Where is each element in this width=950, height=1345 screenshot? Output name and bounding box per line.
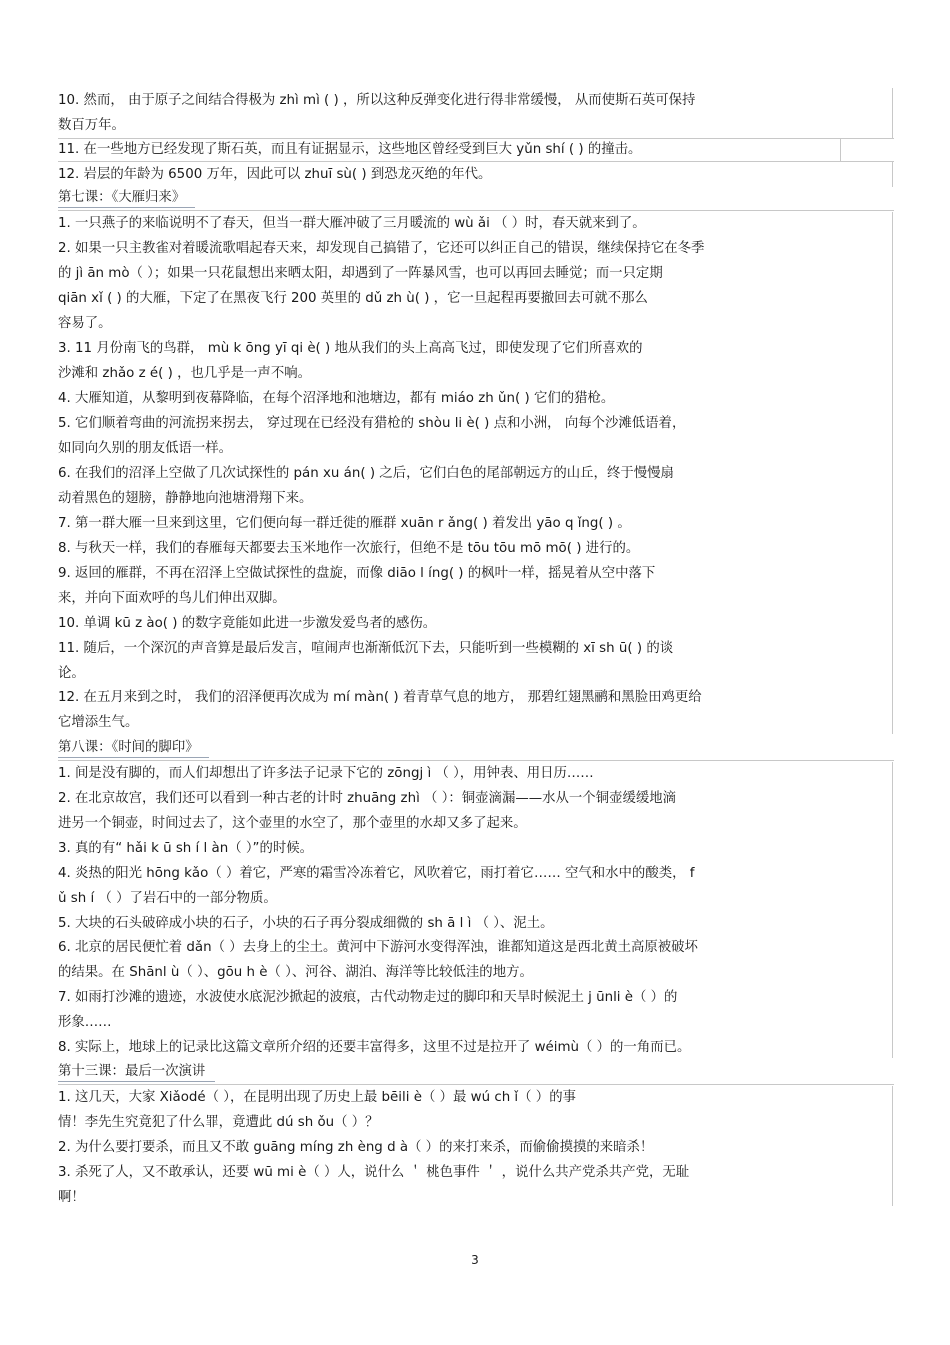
text-line: 7. 第一群大雁一旦来到这里，它们便向每一群迁徙的雁群 xuān r ǎng( ) 着发出 yāo q ǐng( ) 。 bbox=[58, 516, 631, 531]
text-line: 1. 这几天，大家 Xiǎodé（ ），在昆明出现了历史上最 bēili è（ ）最 wú ch ǐ（ ）的事 bbox=[58, 1090, 576, 1105]
text-line: 8. 实际上，地球上的记录比这篇文章所介绍的还要丰富得多，这里不过是拉开了 wéimù（ ）的一角而已。 bbox=[58, 1040, 691, 1055]
text-line: 5. 它们顺着弯曲的河流拐来拐去， 穿过现在已经没有猎枪的 shòu li è( ) 点和小洲， 向每个沙滩低语着， bbox=[58, 416, 686, 431]
text-line: 来，并向下面欢呼的鸟儿们伸出双脚。 bbox=[58, 591, 286, 606]
text-line: ǔ sh í （ ）了岩石中的一部分物质。 bbox=[58, 891, 277, 906]
text-line: 6. 北京的居民便忙着 dǎn（ ）去身上的尘土。黄河中下游河水变得浑浊，谁都知道这是西北黄土高原被破坏 bbox=[58, 940, 698, 955]
page-number: 3 bbox=[471, 1253, 479, 1267]
text-line: 论。 bbox=[58, 666, 85, 681]
text-line: 4. 大雁知道，从黎明到夜幕降临，在每个沼泽地和池塘边，都有 miáo zh ǔn( ) 它们的猎枪。 bbox=[58, 391, 615, 406]
text-line: 啊！ bbox=[58, 1190, 85, 1205]
lesson-8-heading: 第八课：《时间的脚印》 bbox=[58, 737, 209, 759]
text-line: 10. 然而， 由于原子之间结合得极为 zhì mì ( ) ，所以这种反弹变化进行得非常缓慢， 从而使斯石英可保持 bbox=[58, 93, 696, 108]
lesson-13-heading: 第十三课：最后一次演讲 bbox=[58, 1061, 215, 1083]
text-line: 4. 炎热的阳光 hōng kǎo（ ）着它，严寒的霜雪冷冻着它，风吹着它，雨打着它…… 空气和水中的酸类， f bbox=[58, 866, 695, 881]
text-line: 11. 随后，一个深沉的声音算是最后发言，喧闹声也渐渐低沉下去，只能听到一些模糊的 xī sh ū( ) 的谈 bbox=[58, 641, 674, 656]
text-line: qiān xǐ ( ) 的大雁，下定了在黑夜飞行 200 英里的 dǔ zh ù( ) ，它一旦起程再要撤回去可就不那么 bbox=[58, 291, 648, 306]
text-line: 11. 在一些地方已经发现了斯石英，而且有证据显示，这些地区曾经受到巨大 yǔn shí ( ) 的撞击。 bbox=[58, 142, 642, 157]
text-line: 3. 11 月份南飞的鸟群， mù k ōng yī qi è( ) 地从我们的头上高高飞过，即使发现了它们所喜欢的 bbox=[58, 341, 643, 356]
text-line: 容易了。 bbox=[58, 316, 112, 331]
text-line: 它增添生气。 bbox=[58, 715, 139, 730]
text-line: 的结果。在 Shānl ù（ ）、gōu h è（ ）、河谷、湖泊、海洋等比较低洼的地方。 bbox=[58, 965, 533, 980]
text-line: 形象…… bbox=[58, 1015, 112, 1030]
text-line: 1. 一只燕子的来临说明不了春天，但当一群大雁冲破了三月暖流的 wù ǎi （ ）时，春天就来到了。 bbox=[58, 216, 646, 231]
text-line: 9. 返回的雁群，不再在沼泽上空做试探性的盘旋，而像 diāo l íng( ) 的枫叶一样，摇晃着从空中落下 bbox=[58, 566, 656, 581]
text-line: 1. 间是没有脚的，而人们却想出了许多法子记录下它的 zōngj ì （ ），用钟表、用日历…… bbox=[58, 766, 594, 781]
text-line: 3. 真的有“ hǎi k ū sh í l àn（ ）”的时候。 bbox=[58, 841, 314, 856]
text-line: 12. 岩层的年龄为 6500 万年，因此可以 zhuī sù( ) 到恐龙灭绝的年代。 bbox=[58, 167, 492, 182]
text-line: 的 jì ān mò（ ）；如果一只花鼠想出来晒太阳，却遇到了一阵暴风雪，也可以再回去睡觉；而一只定期 bbox=[58, 266, 663, 281]
text-line: 数百万年。 bbox=[58, 118, 125, 133]
text-line: 进另一个铜壶，时间过去了，这个壶里的水空了，那个壶里的水却又多了起来。 bbox=[58, 816, 527, 831]
text-line: 7. 如雨打沙滩的遗迹，水波使水底泥沙掀起的波痕，古代动物走过的脚印和天旱时候泥土 j ūnli è（ ）的 bbox=[58, 990, 678, 1005]
text-line: 2. 在北京故宫，我们还可以看到一种古老的计时 zhuāng zhì （ ）：铜壶滴漏——水从一个铜壶缓缓地滴 bbox=[58, 791, 677, 806]
text-line: 动着黑色的翅膀，静静地向池塘滑翔下来。 bbox=[58, 491, 313, 506]
text-line: 12. 在五月来到之时， 我们的沼泽便再次成为 mí màn( ) 着青草气息的地方， 那碧红翅黑鹂和黑脸田鸡更给 bbox=[58, 690, 702, 705]
text-line: 如同向久别的朋友低语一样。 bbox=[58, 441, 233, 456]
text-line: 5. 大块的石头破碎成小块的石子，小块的石子再分裂成细微的 sh ā l ì （ ）、泥土。 bbox=[58, 916, 554, 931]
text-line: 2. 为什么要打要杀，而且又不敢 guāng míng zh èng d à（ ）的来打来杀，而偷偷摸摸的来暗杀！ bbox=[58, 1140, 654, 1155]
text-line: 10. 单调 kū z ào( ) 的数字竟能如此进一步激发爱鸟者的感伤。 bbox=[58, 616, 437, 631]
text-line: 6. 在我们的沼泽上空做了几次试探性的 pán xu án( ) 之后，它们白色的尾部朝远方的山丘，终于慢慢扇 bbox=[58, 466, 674, 481]
text-line: 沙滩和 zhǎo z é( ) ，也几乎是一声不响。 bbox=[58, 366, 311, 381]
lesson-7-heading: 第七课：《大雁归来》 bbox=[58, 187, 195, 209]
text-line: 8. 与秋天一样，我们的春雁每天都要去玉米地作一次旅行，但绝不是 tōu tōu mō mō( ) 进行的。 bbox=[58, 541, 640, 556]
text-line: 2. 如果一只主教雀对着暖流歌唱起春天来，却发现自己搞错了，它还可以纠正自己的错误，继续保持它在冬季 bbox=[58, 241, 705, 256]
text-line: 3. 杀死了人，又不敢承认，还要 wū mi è（ ）人，说什么 ＇ 桃色事件 ＇ ，说什么共产党杀共产党，无耻 bbox=[58, 1165, 690, 1180]
text-line: 情！李先生究竟犯了什么罪，竟遭此 dú sh ǒu（ ）？ bbox=[58, 1115, 379, 1130]
